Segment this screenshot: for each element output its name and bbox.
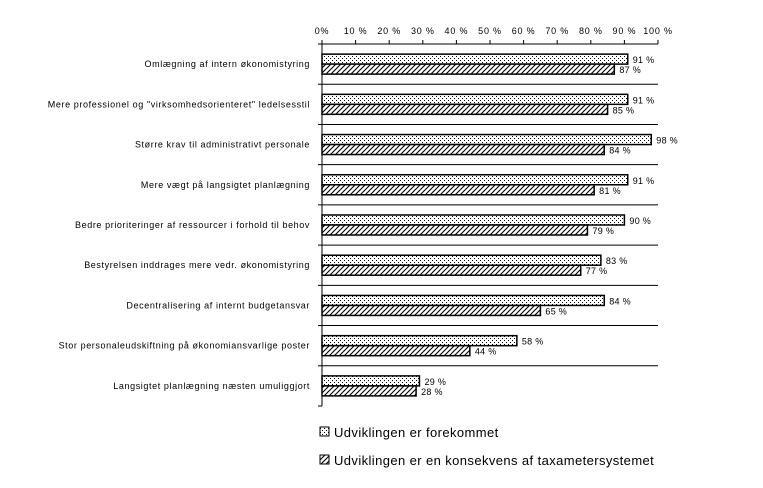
x-tick-label: 60 % [511,26,536,36]
x-tick-label: 30 % [410,26,435,36]
legend-item-forekommet [320,425,499,440]
bar-forekommet [322,336,517,346]
category-label: Mere vægt på langsigtet planlægning [140,179,310,190]
data-label: 58 % [521,336,544,347]
data-label: 83 % [605,256,628,267]
bar-konsekvens [322,104,608,114]
category-labels [48,59,310,391]
bar-forekommet [322,215,624,225]
legend [320,425,654,468]
bar-konsekvens [322,386,416,396]
bar-forekommet [322,175,628,185]
x-tick-label: 90 % [612,26,637,36]
data-label: 84 % [609,296,631,307]
bar-konsekvens [322,225,587,235]
data-label: 91 % [632,175,655,186]
bar-forekommet [322,94,628,104]
category-label: Bedre prioriteringer af ressourcer i forhold til behov [75,220,310,230]
data-label: 77 % [585,266,608,277]
legend-label-forekommet: Udviklingen er forekommet [334,425,499,440]
legend-item-konsekvens [320,453,654,468]
category-label: Decentralisering af internt budgetansvar [126,300,310,311]
x-tick-label: 100 % [643,26,673,36]
bar-konsekvens [322,64,614,74]
x-tick-label: 10 % [343,26,368,36]
x-tick-label: 80 % [578,26,603,36]
data-label: 84 % [609,145,631,156]
bar-konsekvens [322,305,540,315]
data-label: 87 % [619,65,642,76]
data-label: 85 % [612,105,635,116]
legend-label-konsekvens: Udviklingen er en konsekvens af taxametersystemet [334,453,655,468]
bar-konsekvens [322,185,594,195]
bars [322,54,651,396]
data-label: 29 % [424,376,447,387]
category-label: Større krav til administrativt personale [134,139,310,150]
bar-forekommet [322,255,601,265]
x-tick-label: 20 % [377,26,402,36]
category-label: Mere professionel og "virksomhedsorienteret" ledelsesstil [47,99,310,110]
category-label: Omlægning af intern økonomistyring [144,59,310,70]
bar-forekommet [322,135,651,145]
bar-forekommet [322,295,604,305]
legend-swatch-hatch [320,455,329,464]
category-label: Stor personaleudskiftning på økonomiansvarlige poster [58,340,310,351]
data-label: 90 % [629,216,652,226]
data-label: 91 % [632,95,655,106]
category-label: Bestyrelsen inddrages mere vedr. økonomistyring [84,260,310,271]
data-label: 65 % [545,306,568,317]
data-label: 91 % [632,55,655,66]
x-tick-label: 70 % [545,26,570,36]
data-label: 28 % [421,386,443,397]
x-tick-label: 40 % [444,26,469,36]
data-label: 79 % [592,226,615,236]
data-label: 98 % [656,135,678,146]
bar-forekommet [322,54,628,64]
x-tick-label: 0% [314,26,330,36]
bar-konsekvens [322,145,604,155]
data-label: 81 % [599,185,621,196]
bar-forekommet [322,376,419,386]
bar-konsekvens [322,265,581,275]
category-label: Langsigtet planlægning næsten umuliggjort [113,380,310,391]
bar-konsekvens [322,346,470,356]
data-label: 44 % [474,346,497,357]
legend-swatch-dots [320,427,329,436]
x-tick-labels [315,26,673,36]
x-tick-label: 50 % [478,26,502,36]
